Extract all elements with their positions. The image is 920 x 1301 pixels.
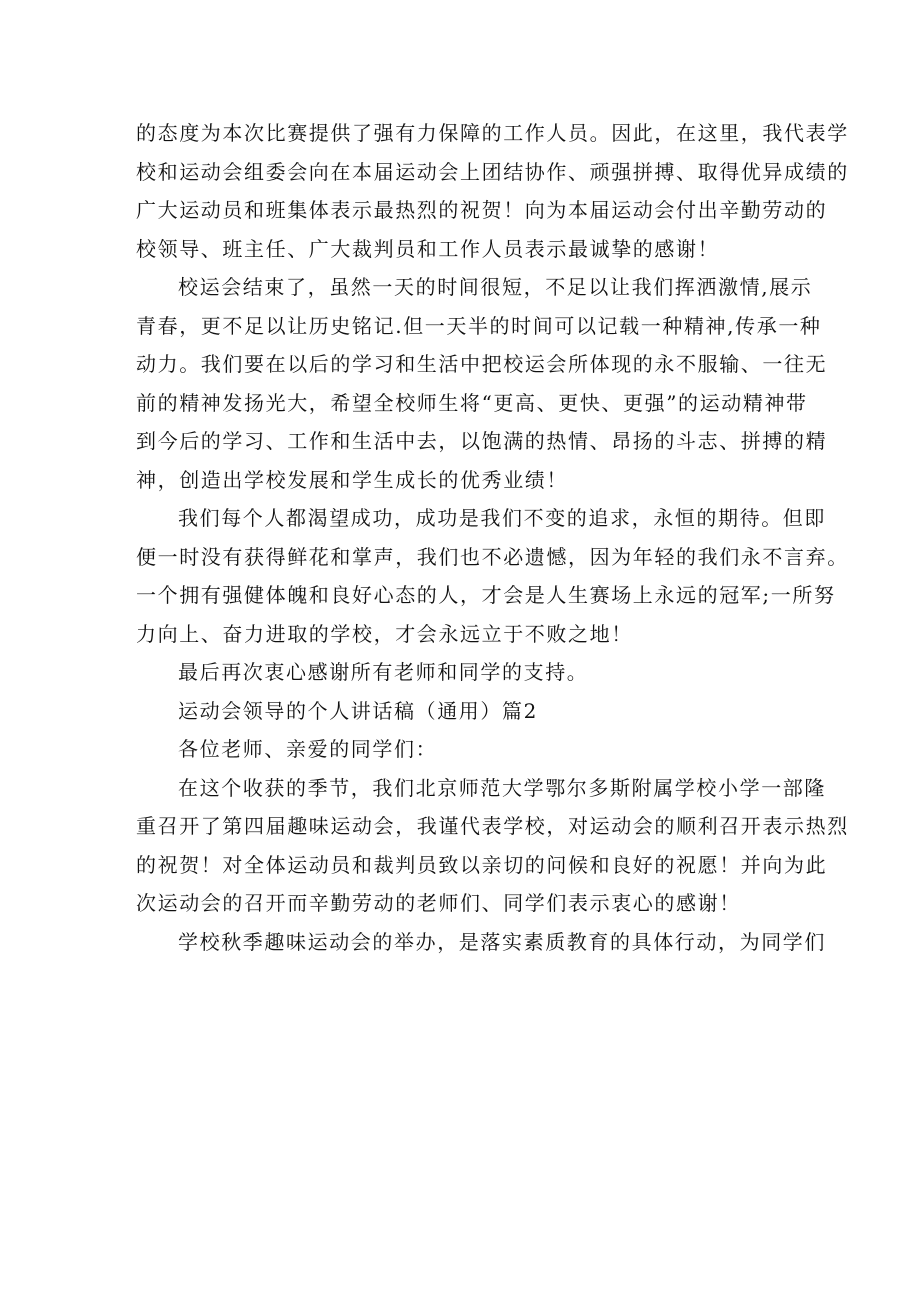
salutation-text: 各位老师、亲爱的同学们： (178, 737, 438, 761)
paragraph (136, 769, 849, 923)
paragraph (136, 653, 786, 692)
text-line: 在这个收获的季节，我们北京师范大学鄂尔多斯附属学校小学一部隆 (178, 775, 826, 800)
text-line: 力向上、奋力进取的学校，才会永远立于不败之地！ (136, 621, 633, 646)
text-line: 校运会结束了，虽然一天的时间很短，不足以让我们挥洒激情,展示 (178, 275, 813, 299)
section-heading (136, 692, 786, 731)
text-line: 广大运动员和班集体表示最热烈的祝贺！向为本届运动会付出辛勤劳动的 (136, 198, 828, 222)
text-line: 的祝贺！对全体运动员和裁判员致以亲切的问候和良好的祝愿！并向为此 (136, 852, 828, 877)
text-line: 学校秋季趣味运动会的举办，是落实素质教育的具体行动，为同学们 (178, 929, 826, 954)
text-line: 校和运动会组委会向在本届运动会上团结协作、顽强拼搏、取得优异成绩的 (136, 159, 849, 184)
text-line: 便一时没有获得鲜花和掌声，我们也不必遗憾，因为年轻的我们永不言弃。 (136, 544, 849, 569)
text-line: 的态度为本次比赛提供了强有力保障的工作人员。因此，在这里，我代表学 (136, 121, 849, 145)
paragraph (136, 114, 849, 268)
heading-text: 运动会领导的个人讲话稿（通用）篇2 (178, 698, 538, 723)
paragraph (136, 499, 849, 653)
paragraph (136, 268, 828, 499)
paragraph (136, 923, 826, 962)
text-line: 到今后的学习、工作和生活中去，以饱满的热情、昂扬的斗志、拼搏的精 (136, 429, 828, 453)
text-line: 青春，更不足以让历史铭记.但一天半的时间可以记载一种精神,传承一种 (136, 313, 822, 338)
text-line: 前的精神发扬光大，希望全校师生将“更高、更快、更强”的运动精神带 (136, 390, 808, 415)
text-line: 次运动会的召开而辛勤劳动的老师们、同学们表示衷心的感谢！ (136, 891, 741, 915)
text-line: 重召开了第四届趣味运动会，我谨代表学校，对运动会的顺利召开表示热烈 (136, 814, 849, 838)
salutation (136, 730, 786, 769)
document-body (136, 114, 849, 961)
text-line: 我们每个人都渴望成功，成功是我们不变的追求，永恒的期待。但即 (178, 506, 826, 530)
text-line: 最后再次衷心感谢所有老师和同学的支持。 (178, 660, 589, 684)
text-line: 一个拥有强健体魄和良好心态的人，才会是人生赛场上永远的冠军;一所努 (136, 583, 836, 607)
text-line: 神，创造出学校发展和学生成长的优秀业绩！ (136, 467, 568, 492)
text-line: 动力。我们要在以后的学习和生活中把校运会所体现的永不服输、一往无 (136, 352, 828, 376)
text-line: 校领导、班主任、广大裁判员和工作人员表示最诚挚的感谢！ (136, 236, 720, 261)
